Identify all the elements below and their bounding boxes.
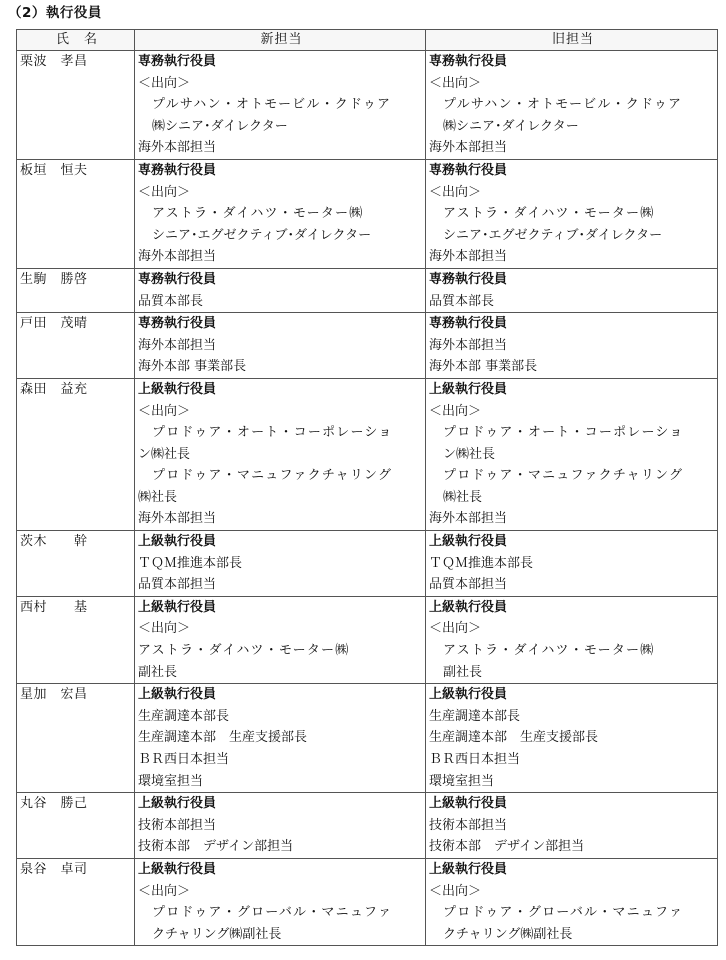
assignment-line: ＴＱＭ推進本部長 (138, 555, 243, 571)
assignment-line: ㈱シニア･ダイレクター (443, 118, 579, 134)
officer-rank: 上級執行役員 (138, 599, 217, 615)
assignment-line: ＜出向＞ (429, 621, 482, 637)
officer-assignment-table (16, 29, 718, 946)
assignment-line: 副社長 (138, 664, 178, 680)
assignment-line: シニア･エグゼクティブ･ダイレクター (443, 227, 663, 243)
new-assignment-cell (135, 531, 426, 597)
assignment-line: アストラ・ダイハツ・モーター㈱ (152, 206, 364, 222)
table-row (17, 313, 718, 379)
header-old-assignment: 旧担当 (426, 30, 718, 51)
old-assignment-cell (426, 51, 718, 160)
assignment-line: ＜出向＞ (429, 403, 482, 419)
assignment-line: 海外本部担当 (429, 249, 508, 265)
officer-name: 森田 益充 (17, 378, 135, 530)
assignment-line: 副社長 (443, 664, 483, 680)
assignment-line: 技術本部担当 (138, 817, 217, 833)
assignment-line: 技術本部 デザイン部担当 (429, 839, 585, 855)
old-assignment-cell (426, 596, 718, 683)
assignment-line: ＴＱＭ推進本部長 (429, 555, 534, 571)
table-body (17, 51, 718, 946)
old-assignment-cell (426, 159, 718, 268)
officer-rank: 専務執行役員 (429, 162, 508, 178)
new-assignment-cell (135, 378, 426, 530)
officer-rank: 専務執行役員 (138, 271, 217, 287)
assignment-line: ＜出向＞ (429, 184, 482, 200)
new-assignment-cell (135, 51, 426, 160)
table-row (17, 793, 718, 859)
assignment-line: ＢＲ西日本担当 (429, 752, 521, 767)
officer-rank: 上級執行役員 (429, 796, 508, 812)
assignment-line: プロドゥア・マニュファクチャリング (443, 468, 684, 484)
assignment-line: ＜出向＞ (429, 75, 482, 91)
assignment-line: 環境室担当 (429, 773, 495, 789)
old-assignment-cell (426, 378, 718, 530)
table-row (17, 268, 718, 312)
old-assignment-cell (426, 531, 718, 597)
assignment-line: 生産調達本部長 (138, 708, 230, 724)
officer-rank: 上級執行役員 (429, 599, 508, 615)
assignment-line: 海外本部担当 (138, 511, 217, 527)
assignment-line: アストラ・ダイハツ・モーター㈱ (138, 643, 350, 659)
new-assignment-cell (135, 313, 426, 379)
officer-name: 板垣 恒夫 (17, 159, 135, 268)
officer-rank: 上級執行役員 (429, 861, 508, 877)
officer-rank: 上級執行役員 (429, 381, 508, 397)
new-assignment-cell (135, 268, 426, 312)
officer-rank: 専務執行役員 (429, 316, 508, 332)
assignment-line: ＜出向＞ (138, 621, 191, 637)
officer-name: 星加 宏昌 (17, 684, 135, 793)
header-name: 氏 名 (17, 30, 135, 51)
table-row (17, 596, 718, 683)
assignment-line: 生産調達本部 生産支援部長 (138, 730, 308, 746)
assignment-line: 品質本部担当 (138, 577, 217, 593)
assignment-line: 海外本部担当 (138, 249, 217, 265)
assignment-line: 海外本部担当 (138, 337, 217, 353)
officer-rank: 上級執行役員 (138, 796, 217, 812)
old-assignment-cell (426, 793, 718, 859)
table-row (17, 51, 718, 160)
old-assignment-cell (426, 858, 718, 945)
table-row (17, 531, 718, 597)
officer-rank: 上級執行役員 (429, 534, 508, 550)
assignment-line: ＢＲ西日本担当 (138, 752, 230, 767)
assignment-line: プロドゥア・マニュファクチャリング (152, 468, 393, 484)
assignment-line: 海外本部担当 (429, 511, 508, 527)
old-assignment-cell (426, 684, 718, 793)
assignment-line: ＜出向＞ (429, 883, 482, 899)
officer-rank: 上級執行役員 (138, 534, 217, 550)
assignment-line: クチャリング㈱副社長 (443, 926, 573, 942)
assignment-line: ン㈱社長 (443, 446, 496, 462)
new-assignment-cell (135, 793, 426, 859)
officer-name: 丸谷 勝己 (17, 793, 135, 859)
officer-rank: 上級執行役員 (138, 381, 217, 397)
table-row (17, 858, 718, 945)
assignment-line: 技術本部担当 (429, 817, 508, 833)
old-assignment-cell (426, 313, 718, 379)
assignment-line: 海外本部担当 (429, 337, 508, 353)
table-row (17, 378, 718, 530)
assignment-line: プロドゥア・グローバル・マニュファ (152, 905, 393, 921)
new-assignment-cell (135, 684, 426, 793)
assignment-line: 海外本部担当 (138, 140, 217, 156)
assignment-line: 生産調達本部 生産支援部長 (429, 730, 599, 746)
officer-rank: 専務執行役員 (138, 162, 217, 178)
assignment-line: ㈱社長 (138, 489, 178, 505)
officer-name: 泉谷 卓司 (17, 858, 135, 945)
new-assignment-cell (135, 159, 426, 268)
assignment-line: 環境室担当 (138, 773, 204, 789)
officer-rank: 上級執行役員 (429, 687, 508, 703)
officer-name: 栗波 孝昌 (17, 51, 135, 160)
officer-name: 戸田 茂晴 (17, 313, 135, 379)
officer-rank: 専務執行役員 (429, 271, 508, 287)
officer-rank: 専務執行役員 (429, 54, 508, 69)
assignment-line: ＜出向＞ (138, 403, 191, 419)
assignment-line: ン㈱社長 (138, 446, 191, 462)
assignment-line: 海外本部 事業部長 (138, 359, 247, 375)
assignment-line: ㈱社長 (443, 489, 483, 505)
officer-rank: 上級執行役員 (138, 861, 217, 877)
section-title: （2）執行役員 (8, 5, 102, 21)
assignment-line: ＜出向＞ (138, 184, 191, 200)
assignment-line: アストラ・ダイハツ・モーター㈱ (443, 643, 655, 659)
assignment-line: プルサハン・オトモービル・クドゥア (443, 97, 683, 113)
assignment-line: シニア･エグゼクティブ･ダイレクター (152, 227, 372, 243)
assignment-line: プロドゥア・グローバル・マニュファ (443, 905, 684, 921)
assignment-line: ＜出向＞ (138, 883, 191, 899)
table-header-row (17, 30, 718, 51)
new-assignment-cell (135, 858, 426, 945)
assignment-line: クチャリング㈱副社長 (152, 926, 282, 942)
assignment-line: プロドゥア・オート・コーポレーショ (152, 425, 393, 441)
assignment-line: プルサハン・オトモービル・クドゥア (152, 97, 392, 113)
assignment-line: 海外本部担当 (429, 140, 508, 156)
officer-rank: 専務執行役員 (138, 54, 217, 69)
header-new-assignment: 新担当 (135, 30, 426, 51)
officer-name: 茨木 幹 (17, 531, 135, 597)
assignment-line: 生産調達本部長 (429, 708, 521, 724)
assignment-line: ＜出向＞ (138, 75, 191, 91)
table-row (17, 159, 718, 268)
officer-name: 西村 基 (17, 596, 135, 683)
assignment-line: 品質本部長 (138, 293, 204, 309)
assignment-line: 技術本部 デザイン部担当 (138, 839, 294, 855)
assignment-line: 品質本部担当 (429, 577, 508, 593)
assignment-line: ㈱シニア･ダイレクター (152, 118, 288, 134)
table-row (17, 684, 718, 793)
new-assignment-cell (135, 596, 426, 683)
officer-rank: 専務執行役員 (138, 316, 217, 332)
assignment-line: 海外本部 事業部長 (429, 359, 538, 375)
officer-name: 生駒 勝啓 (17, 268, 135, 312)
officer-rank: 上級執行役員 (138, 687, 217, 703)
assignment-line: 品質本部長 (429, 293, 495, 309)
assignment-line: プロドゥア・オート・コーポレーショ (443, 425, 684, 441)
assignment-line: アストラ・ダイハツ・モーター㈱ (443, 206, 655, 222)
old-assignment-cell (426, 268, 718, 312)
